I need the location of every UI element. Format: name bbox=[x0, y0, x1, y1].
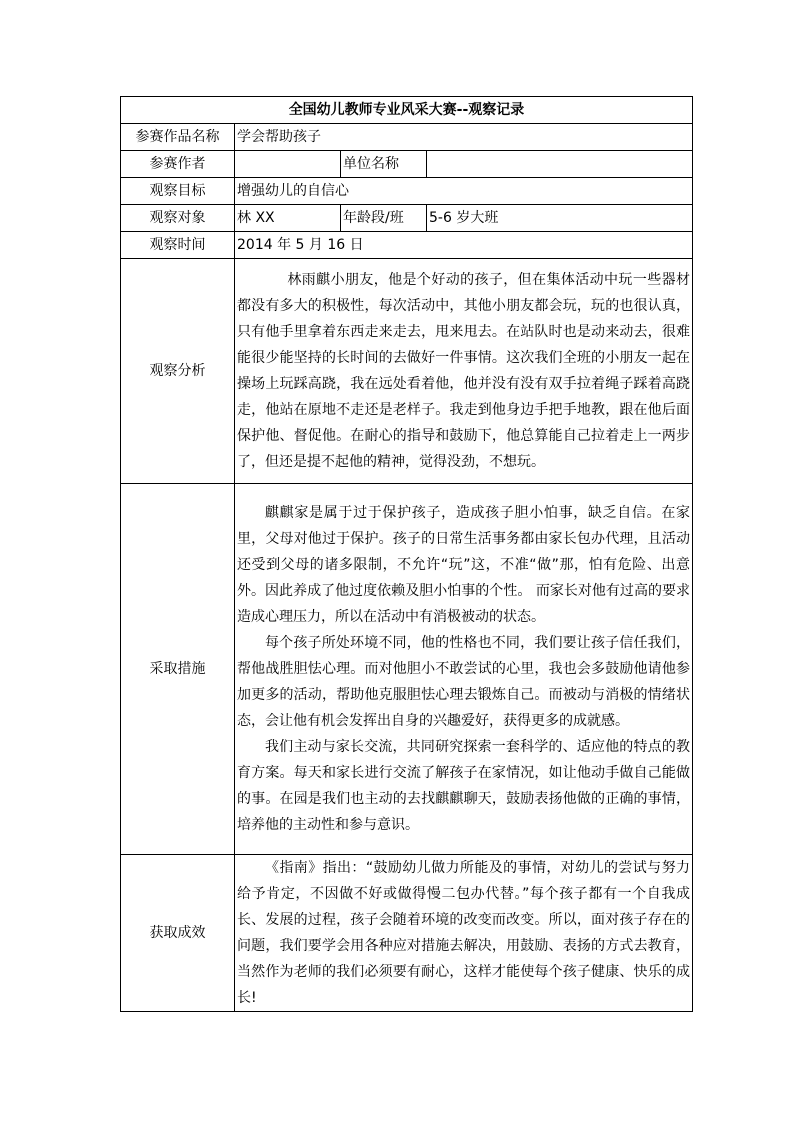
measures-content bbox=[235, 484, 693, 855]
results-label: 获取成效 bbox=[121, 855, 235, 1012]
time-value: 2014 年 5 月 16 日 bbox=[235, 232, 693, 259]
form-title: 全国幼儿教师专业风采大赛--观察记录 bbox=[121, 97, 693, 124]
observation-record-table bbox=[120, 96, 693, 1012]
work-name-value: 学会帮助孩子 bbox=[235, 124, 693, 151]
time-label: 观察时间 bbox=[121, 232, 235, 259]
measures-paragraph-3: 我们主动与家长交流，共同研究探索一套科学的、适应他的特点的教育方案。每天和家长进行交流了解孩子在家情况，如让他动手做自己能做的事。在园是我们也主动的去找麒麒聊天，鼓励表扬他做的正确的事情，培养他的主动性和参与意识。 bbox=[237, 739, 690, 833]
goal-label: 观察目标 bbox=[121, 178, 235, 205]
measures-paragraph-2: 每个孩子所处环境不同，他的性格也不同，我们要让孩子信任我们，帮他战胜胆怯心理。而对他胆小不敢尝试的心里，我也会多鼓励他请他参加更多的活动，帮助他克服胆怯心理去锻炼自己。而被动与消极的情绪状态，会让他有机会发挥出自身的兴趣爱好，获得更多的成就感。 bbox=[237, 635, 690, 729]
measures-label: 采取措施 bbox=[121, 484, 235, 855]
results-content bbox=[235, 855, 693, 1012]
goal-value: 增强幼儿的自信心 bbox=[235, 178, 693, 205]
measures-paragraph-1: 麒麒家是属于过于保护孩子，造成孩子胆小怕事，缺乏自信。在家里，父母对他过于保护。孩子的日常生活事务都由家长包办代理，且活动还受到父母的诸多限制，不允许“玩”这，不准“做”那，怕有危险、出意外。因此养成了他过度依赖及胆小怕事的个性。 而家长对他有过高的要求造成心理压力，所以在活动中有消极被动的状态。 bbox=[237, 505, 690, 625]
author-label: 参赛作者 bbox=[121, 151, 235, 178]
analysis-content bbox=[235, 259, 693, 484]
unit-label: 单位名称 bbox=[341, 151, 427, 178]
author-value bbox=[235, 151, 341, 178]
unit-value bbox=[427, 151, 693, 178]
work-name-label: 参赛作品名称 bbox=[121, 124, 235, 151]
age-value: 5-6 岁大班 bbox=[427, 205, 693, 232]
object-value: 林 XX bbox=[235, 205, 341, 232]
age-label: 年龄段/班 bbox=[341, 205, 427, 232]
analysis-paragraph: 林雨麒小朋友，他是个好动的孩子，但在集体活动中玩一些器材都没有多大的积极性，每次活动中，其他小朋友都会玩，玩的也很认真，只有他手里拿着东西走来走去，甩来甩去。在站队时也是动来动去，很难能很少能坚持的长时间的去做好一件事情。这次我们全班的小朋友一起在操场上玩踩高跷，我在远处看着他，他并没有没有双手拉着绳子踩着高跷走，他站在原地不走还是老样子。我走到他身边手把手地教，跟在他后面保护他、督促他。在耐心的指导和鼓励下，他总算能自己拉着走上一两步了，但还是提不起他的精神，觉得没劲，不想玩。 bbox=[237, 272, 690, 470]
analysis-label: 观察分析 bbox=[121, 259, 235, 484]
object-label: 观察对象 bbox=[121, 205, 235, 232]
results-paragraph: 《指南》指出：“鼓励幼儿做力所能及的事情，对幼儿的尝试与努力给予肯定，不因做不好或做得慢二包办代替。”每个孩子都有一个自我成长、发展的过程，孩子会随着环境的改变而改变。所以，面对孩子存在的问题，我们要学会用各种应对措施去解决，用鼓励、表扬的方式去教育，当然作为老师的我们必须要有耐心，这样才能使每个孩子健康、快乐的成长! bbox=[237, 860, 690, 1006]
